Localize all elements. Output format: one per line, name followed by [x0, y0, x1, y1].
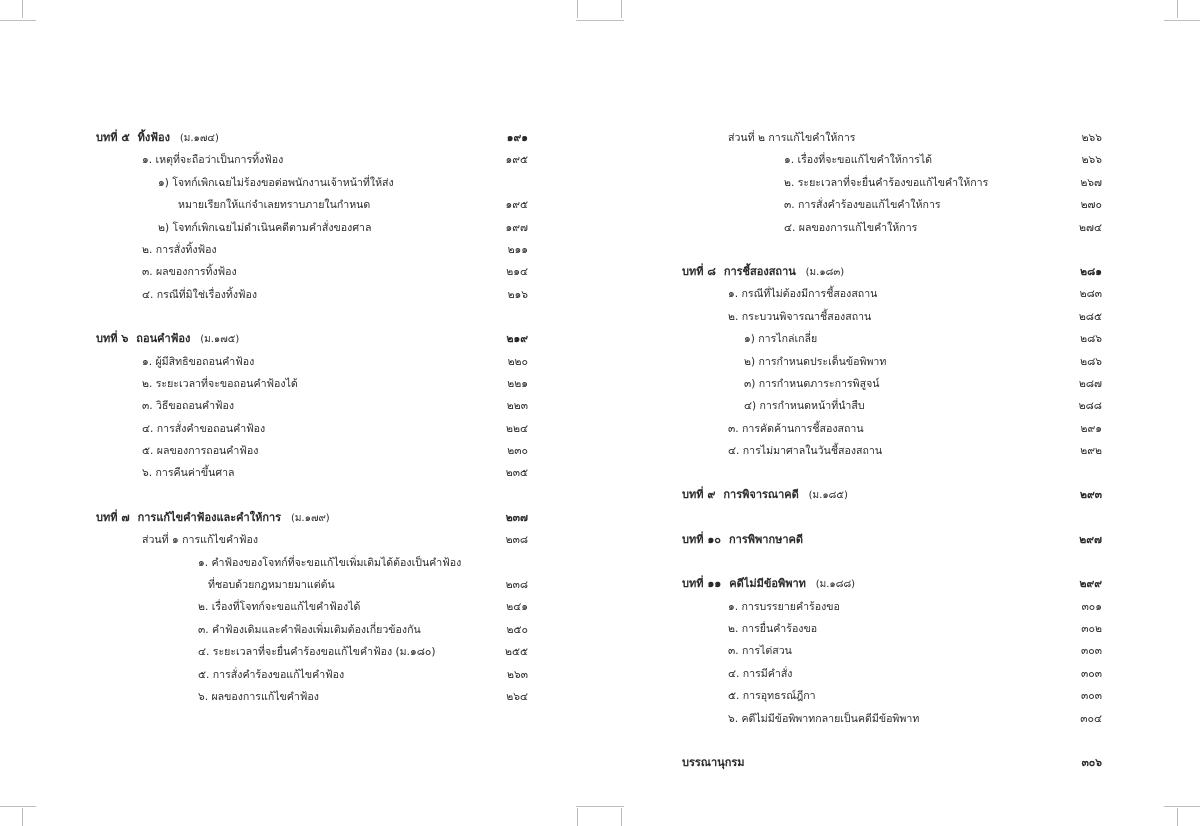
- toc-entry[interactable]: [96, 149, 528, 171]
- toc-entry[interactable]: [96, 619, 528, 641]
- toc-entry[interactable]: [96, 261, 528, 283]
- toc-entry-text: ๔. การไม่มาศาลในวันชี้สองสถาน: [728, 445, 883, 458]
- chapter-title: ทิ้งฟ้อง: [137, 131, 171, 144]
- page-number: ๒๙๑: [1080, 422, 1102, 435]
- toc-entry-text: ๓. ผลของการทิ้งฟ้อง: [142, 266, 237, 279]
- toc-entry-text: ๑. เหตุที่จะถือว่าเป็นการทิ้งฟ้อง: [142, 154, 284, 167]
- toc-entry[interactable]: [96, 440, 528, 462]
- page-number: ๓๐๑: [1081, 600, 1102, 613]
- chapter-label: บทที่ ๑๐: [682, 532, 722, 546]
- chapter-heading[interactable]: [682, 261, 1102, 283]
- section-gap: [682, 462, 1102, 484]
- crop-mark: [576, 20, 600, 21]
- chapter-heading[interactable]: [96, 127, 528, 149]
- chapter-heading-text: [96, 328, 239, 351]
- chapter-heading-text: [682, 529, 803, 551]
- page-number: ๓๐๓: [1081, 690, 1102, 703]
- page-number: ๒๖๗: [1080, 176, 1102, 189]
- toc-entry-text: ส่วนที่ ๒ การแก้ไขคำให้การ: [728, 132, 856, 144]
- page-number: ๒๓๕: [505, 467, 528, 480]
- page-number: ๓๐๒: [1081, 623, 1102, 636]
- page-number: ๒๑๖: [507, 288, 528, 301]
- table-of-contents-left: [96, 127, 528, 708]
- toc-entry[interactable]: [682, 640, 1102, 662]
- toc-entry[interactable]: [96, 395, 528, 417]
- toc-entry[interactable]: [682, 440, 1102, 462]
- toc-entry-text: ๒. การสั่งทิ้งฟ้อง: [142, 243, 217, 256]
- chapter-heading-text: [682, 484, 848, 507]
- chapter-law-section: (ม.๑๗๔): [179, 133, 219, 144]
- toc-entry[interactable]: [682, 618, 1102, 640]
- page-number: ๒๒๐: [507, 355, 528, 368]
- toc-entry[interactable]: [682, 685, 1102, 707]
- toc-entry-text: ๓. วิธีขอถอนคำฟ้อง: [142, 400, 235, 413]
- crop-mark: [1177, 808, 1178, 826]
- toc-entry-text: ๖. การคืนค่าขึ้นศาล: [142, 467, 235, 480]
- toc-entry[interactable]: [96, 686, 528, 708]
- toc-entry-text: ๑. ผู้มีสิทธิขอถอนคำฟ้อง: [142, 355, 255, 368]
- toc-entry[interactable]: [682, 328, 1102, 350]
- page-number: ๒๘๕: [1078, 310, 1102, 323]
- toc-entry-text: ๒) โจทก์เพิกเฉยไม่ดำเนินคดีตามคำสั่งของศาล: [158, 221, 372, 234]
- toc-entry-text: ที่ชอบด้วยกฎหมายมาแต่ต้น: [208, 579, 335, 592]
- chapter-heading-text: [96, 127, 219, 150]
- page-number: ๒๙๗: [1079, 533, 1102, 546]
- chapter-label: บทที่ ๙: [682, 488, 716, 502]
- crop-mark: [22, 0, 23, 18]
- toc-entry[interactable]: [682, 172, 1102, 194]
- chapter-heading[interactable]: [682, 484, 1102, 506]
- toc-entry[interactable]: [682, 127, 1102, 149]
- chapter-label: บรรณานุกรม: [682, 755, 745, 769]
- page-number: ๒๑๙: [506, 333, 528, 346]
- page-number: ๒๖๖: [1081, 154, 1102, 167]
- page-number: ๒๒๔: [506, 422, 528, 435]
- toc-entry[interactable]: [682, 663, 1102, 685]
- toc-entry-text: ๔. การมีคำสั่ง: [728, 667, 793, 680]
- toc-entry-text: ๔. การสั่งคำขอถอนคำฟ้อง: [142, 422, 266, 435]
- chapter-heading[interactable]: [682, 529, 1102, 551]
- toc-entry[interactable]: [682, 596, 1102, 618]
- toc-entry[interactable]: [682, 395, 1102, 417]
- toc-entry-text: ๒. การยื่นคำร้องขอ: [728, 623, 818, 636]
- chapter-title: การพิพากษาคดี: [729, 532, 804, 546]
- chapter-title: ถอนคำฟ้อง: [136, 332, 191, 346]
- section-gap: [96, 485, 528, 507]
- page-number: ๓๐๖: [1081, 756, 1102, 769]
- toc-entry[interactable]: [682, 194, 1102, 216]
- page-number: ๒๒๑: [507, 377, 528, 390]
- toc-entry-text: ๔) การกำหนดหน้าที่นำสืบ: [744, 400, 865, 413]
- page-number: ๑๙๕: [505, 154, 528, 167]
- toc-entry-text: ๕. การอุทธรณ์ฎีกา: [728, 690, 816, 703]
- chapter-heading[interactable]: [96, 507, 528, 529]
- page-number: ๒๓๘: [505, 579, 528, 592]
- page-number: ๒๖๓: [507, 668, 528, 681]
- toc-entry[interactable]: [96, 239, 528, 261]
- chapter-label: บทที่ ๑๑: [682, 577, 722, 591]
- page-number: ๒๘๓: [1079, 288, 1102, 301]
- chapter-label: บทที่ ๖: [96, 332, 129, 346]
- chapter-heading[interactable]: [682, 752, 1102, 774]
- toc-entry[interactable]: [682, 217, 1102, 239]
- crop-mark: [1164, 806, 1200, 807]
- chapter-title: การพิจารณาคดี: [723, 488, 799, 502]
- toc-entry-text: ๒. เรื่องที่โจทก์จะขอแก้ไขคำฟ้องได้: [198, 601, 361, 614]
- crop-mark: [1164, 20, 1200, 21]
- crop-mark: [621, 808, 622, 826]
- chapter-law-section: (ม.๑๘๘): [815, 579, 856, 591]
- chapter-label: บทที่ ๘: [682, 264, 716, 278]
- toc-entry-text: หมายเรียกให้แก่จำเลยทราบภายในกำหนด: [178, 199, 371, 212]
- page-number: ๒๓๘: [505, 534, 528, 547]
- page-number: ๒๑๔: [506, 266, 528, 279]
- toc-entry[interactable]: [682, 351, 1102, 373]
- toc-entry[interactable]: [96, 284, 528, 306]
- table-of-contents-right: [682, 127, 1102, 774]
- toc-entry[interactable]: [682, 373, 1102, 395]
- toc-entry[interactable]: [682, 708, 1102, 730]
- toc-entry[interactable]: [96, 664, 528, 686]
- toc-entry-text: ๑) โจทก์เพิกเฉยไม่ร้องขอต่อพนักงานเจ้าหน้าที่ให้ส่ง: [158, 176, 394, 189]
- section-gap: [682, 239, 1102, 261]
- page-number: ๒๘๑: [1080, 265, 1102, 278]
- toc-entry[interactable]: [96, 217, 528, 239]
- toc-entry[interactable]: [682, 149, 1102, 171]
- toc-entry-text: ๑. การบรรยายคำร้องขอ: [728, 600, 840, 613]
- section-gap: [682, 730, 1102, 752]
- page-number: ๒๕๕: [504, 646, 528, 659]
- toc-entry[interactable]: [682, 418, 1102, 440]
- chapter-heading-text: [682, 261, 844, 284]
- toc-entry-text: ๖. คดีไม่มีข้อพิพาทกลายเป็นคดีมีข้อพิพาท: [728, 712, 920, 725]
- crop-mark: [621, 0, 622, 18]
- chapter-title: การแก้ไขคำฟ้องและคำให้การ: [137, 510, 282, 524]
- toc-entry[interactable]: [96, 351, 528, 373]
- toc-entry[interactable]: [96, 172, 528, 194]
- page-number: ๓๐๔: [1080, 712, 1102, 725]
- section-gap: [682, 551, 1102, 573]
- crop-mark: [1177, 0, 1178, 18]
- crop-mark: [0, 806, 36, 807]
- section-gap: [682, 507, 1102, 529]
- page-number: ๑๙๑: [506, 132, 528, 144]
- page-number: ๒๘๖: [1080, 333, 1102, 346]
- page-number: ๒๖๖: [1081, 132, 1102, 144]
- page-number: ๒๕๐: [506, 623, 528, 636]
- page-number: ๑๙๕: [505, 199, 528, 212]
- toc-entry-text: ๑. คำฟ้องของโจทก์ที่จะขอแก้ไขเพิ่มเติมได้ต้องเป็นคำฟ้อง: [198, 556, 462, 569]
- page-number: ๒๒๓: [506, 400, 528, 413]
- page-number: ๓๐๓: [1081, 667, 1102, 680]
- toc-entry-text: ๕. ผลของการถอนคำฟ้อง: [142, 445, 259, 458]
- crop-mark: [576, 806, 600, 807]
- toc-entry[interactable]: [96, 641, 528, 663]
- chapter-heading-text: [96, 507, 330, 530]
- page-number: ๒๙๓: [1080, 489, 1102, 502]
- toc-entry[interactable]: [96, 418, 528, 440]
- chapter-heading[interactable]: [96, 328, 528, 350]
- toc-entry-text: ๕. การสั่งคำร้องขอแก้ไขคำฟ้อง: [198, 668, 345, 681]
- toc-entry-text: ๓. การคัดค้านการชี้สองสถาน: [728, 422, 864, 435]
- toc-entry-text: ๓. คำฟ้องเดิมและคำฟ้องเพิ่มเติมต้องเกี่ยวข้องกัน: [198, 623, 421, 636]
- toc-entry-text: ๑. เรื่องที่จะขอแก้ไขคำให้การได้: [784, 154, 933, 167]
- page-number: ๒๙๒: [1080, 445, 1102, 458]
- toc-entry-text: ๓. การไต่สวน: [728, 645, 792, 658]
- crop-mark: [577, 0, 578, 18]
- chapter-title: คดีไม่มีข้อพิพาท: [729, 577, 806, 591]
- chapter-label: บทที่ ๕: [96, 131, 130, 144]
- toc-entry[interactable]: [96, 462, 528, 484]
- toc-entry[interactable]: [96, 552, 528, 574]
- crop-mark: [600, 806, 624, 807]
- page-number: ๒๘๘: [1078, 400, 1102, 413]
- right-page: [600, 0, 1200, 826]
- page-number: ๓๐๓: [1081, 645, 1102, 658]
- chapter-law-section: (ม.๑๗๕): [200, 334, 240, 346]
- toc-entry[interactable]: [96, 529, 528, 551]
- toc-entry-text: ๒) การกำหนดประเด็นข้อพิพาท: [744, 355, 887, 368]
- toc-entry-text: ๔. ผลของการแก้ไขคำให้การ: [784, 221, 918, 234]
- crop-mark: [577, 808, 578, 826]
- page-number: ๒๘๖: [1080, 355, 1102, 368]
- page-number: ๒๙๙: [1079, 578, 1102, 591]
- crop-mark: [600, 20, 624, 21]
- page-number: ๒๓๐: [507, 445, 528, 458]
- toc-entry[interactable]: [96, 373, 528, 395]
- section-gap: [96, 306, 528, 328]
- toc-entry-text: ๑. กรณีที่ไม่ต้องมีการชี้สองสถาน: [728, 288, 878, 301]
- toc-entry-text: ๒. กระบวนพิจารณาชี้สองสถาน: [728, 310, 872, 323]
- chapter-label: บทที่ ๗: [96, 510, 130, 524]
- chapter-law-section: (ม.๑๗๙): [290, 512, 330, 524]
- chapter-heading[interactable]: [682, 573, 1102, 595]
- chapter-title: การชี้สองสถาน: [723, 264, 796, 278]
- toc-entry-text: ๓) การกำหนดภาระการพิสูจน์: [744, 377, 880, 390]
- crop-mark: [0, 20, 36, 21]
- crop-mark: [22, 808, 23, 826]
- chapter-law-section: (ม.๑๘๓): [805, 266, 845, 278]
- chapter-law-section: (ม.๑๘๕): [808, 490, 848, 502]
- toc-entry[interactable]: [96, 596, 528, 618]
- toc-entry-text: ส่วนที่ ๑ การแก้ไขคำฟ้อง: [142, 534, 259, 547]
- page-number: ๒๑๑: [507, 243, 528, 256]
- toc-entry-text: ๖. ผลของการแก้ไขคำฟ้อง: [198, 690, 319, 703]
- page-number: ๒๔๑: [506, 601, 528, 614]
- toc-entry-text: ๒. ระยะเวลาที่จะยื่นคำร้องขอแก้ไขคำให้การ: [784, 176, 989, 189]
- toc-entry[interactable]: [682, 283, 1102, 305]
- toc-entry-text: ๔. กรณีที่มิใช่เรื่องทิ้งฟ้อง: [142, 288, 258, 301]
- page-number: ๒๖๔: [506, 690, 528, 703]
- toc-entry-text: ๓. การสั่งคำร้องขอแก้ไขคำให้การ: [784, 199, 941, 212]
- toc-entry[interactable]: [96, 574, 528, 596]
- page-number: ๒๓๗: [505, 511, 528, 524]
- page-number: ๒๗๐: [1080, 199, 1102, 212]
- page-number: ๒๘๗: [1078, 377, 1102, 390]
- toc-entry-text: ๑) การไกล่เกลี่ย: [744, 333, 818, 346]
- toc-entry-text: ๒. ระยะเวลาที่จะขอถอนคำฟ้องได้: [142, 377, 298, 390]
- toc-entry[interactable]: [96, 194, 528, 216]
- page-number: ๒๗๔: [1079, 221, 1102, 234]
- page-number: ๑๙๗: [505, 221, 528, 234]
- toc-entry[interactable]: [682, 306, 1102, 328]
- chapter-heading-text: [682, 752, 745, 774]
- toc-entry-text: ๔. ระยะเวลาที่จะยื่นคำร้องขอแก้ไขคำฟ้อง (ม.๑๘๐): [198, 646, 436, 659]
- chapter-heading-text: [682, 573, 855, 596]
